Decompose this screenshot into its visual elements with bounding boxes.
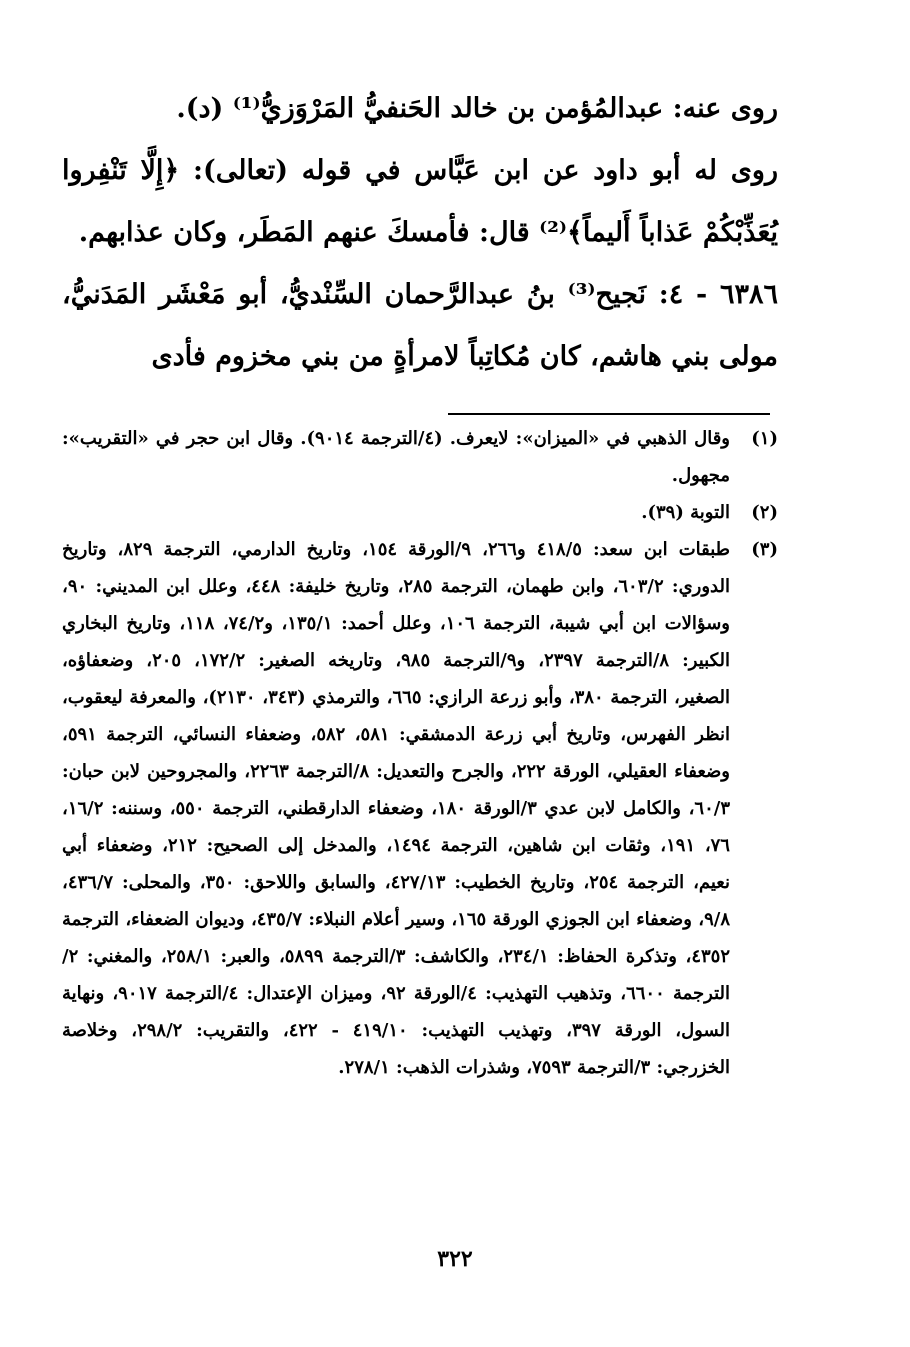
main-text bbox=[62, 78, 778, 388]
footnote-1 bbox=[62, 420, 778, 494]
footnote-text: التوبة (٣٩). bbox=[641, 502, 730, 523]
footnote-number: (٢) bbox=[751, 502, 778, 523]
footnote-2 bbox=[62, 494, 778, 531]
biography-entry: ٦٣٨٦ - ٤: نَجيح⁽³⁾ بنُ عبدالرَّحمان السِّنْديُّ، أبو مَعْشَر المَدَنيُّ، مولى بني هاشم، كان مُكاتِباً لامرأةٍ من بني مخزوم فأدى bbox=[62, 279, 778, 372]
footnote-text: وقال الذهبي في «الميزان»: لايعرف. (٤/الترجمة ٩٠١٤). وقال ابن حجر في «التقريب»: مجهول. bbox=[62, 428, 730, 486]
page-number: ٣٢٢ bbox=[437, 1246, 473, 1272]
footnotes bbox=[62, 420, 778, 1086]
narrator-line: روى عنه: عبدالمُؤمن بن خالد الحَنفيُّ المَرْوَزيُّ⁽¹⁾ (د). bbox=[176, 93, 778, 124]
hadith-paragraph: روى له أبو داود عن ابن عَبَّاس في قوله (تعالى): ﴿إِلَّا تَنْفِروا يُعَذِّبْكُمْ عَذاباً أَليماً﴾⁽²⁾ قال: فأمسكَ عنهم المَطَر، وكان عذابهم. bbox=[62, 155, 778, 248]
footnote-number: (١) bbox=[751, 428, 778, 449]
footnote-separator bbox=[448, 413, 770, 415]
footnote-number: (٣) bbox=[751, 539, 778, 560]
footnote-3 bbox=[62, 531, 778, 1086]
footnote-text: طبقات ابن سعد: ٤١٨/٥ و٢٦٦، ٩/الورقة ١٥٤، وتاريخ الدارمي، الترجمة ٨٢٩، وتاريخ الدوري: ٦٠٣/٢، وابن طهمان، الترجمة ٢٨٥، وتاريخ خليفة: ٤٤٨، وعلل ابن المديني: ٩٠، وسؤالات ابن أبي شيبة، الترجمة ١٠٦، وعلل أحمد: ١٣٥/١، و٧٤/٢، ١١٨، وتاريخ البخاري الكبير: ٨/الترجمة ٢٣٩٧، و٩/الترجمة ٩٨٥، وتاريخه الصغير: ١٧٢/٢، ٢٠٥، وضعفاؤه، الصغير، الترجمة ٣٨٠، وأبو زرعة الرازي: ٦٦٥، والترمذي (٣٤٣، ٢١٣٠)، والمعرفة ليعقوب، انظر الفهرس، وتاريخ أبي زرعة الدمشقي: ٥٨١، ٥٨٢، وضعفاء النسائي، الترجمة ٥٩١، وضعفاء العقيلي، الورقة ٢٢٢، والجرح والتعديل: ٨/الترجمة ٢٢٦٣، والمجروحين لابن حبان: ٦٠/٣، والكامل لابن عدي ٣/الورقة ١٨٠، وضعفاء الدارقطني، الترجمة ٥٥٠، وسننه: ١٦/٢، ٧٦، ١٩١، وثقات ابن شاهين، الترجمة ١٤٩٤، والمدخل إلى الصحيح: ٢١٢، وضعفاء أبي نعيم، الترجمة ٢٥٤، وتاريخ الخطيب: ٤٢٧/١٣، والسابق واللاحق: ٣٥٠، والمحلى: ٤٣٦/٧، ٩/٨، وضعفاء ابن الجوزي الورقة ١٦٥، وسير أعلام النبلاء: ٤٣٥/٧، وديوان الضعفاء، الترجمة ٤٣٥٢، وتذكرة الحفاظ: ٢٣٤/١، والكاشف: ٣/الترجمة ٥٨٩٩، والعبر: ٢٥٨/١، والمغني: ٢/الترجمة ٦٦٠٠، وتذهيب التهذيب: ٤/الورقة ٩٢، وميزان الإعتدال: ٤/الترجمة ٩٠١٧، ونهاية السول، الورقة ٣٩٧، وتهذيب التهذيب: ٤١٩/١٠ - ٤٢٢، والتقريب: ٢٩٨/٢، وخلاصة الخزرجي: ٣/الترجمة ٧٥٩٣، وشذرات الذهب: ٢٧٨/١. bbox=[62, 539, 731, 1078]
